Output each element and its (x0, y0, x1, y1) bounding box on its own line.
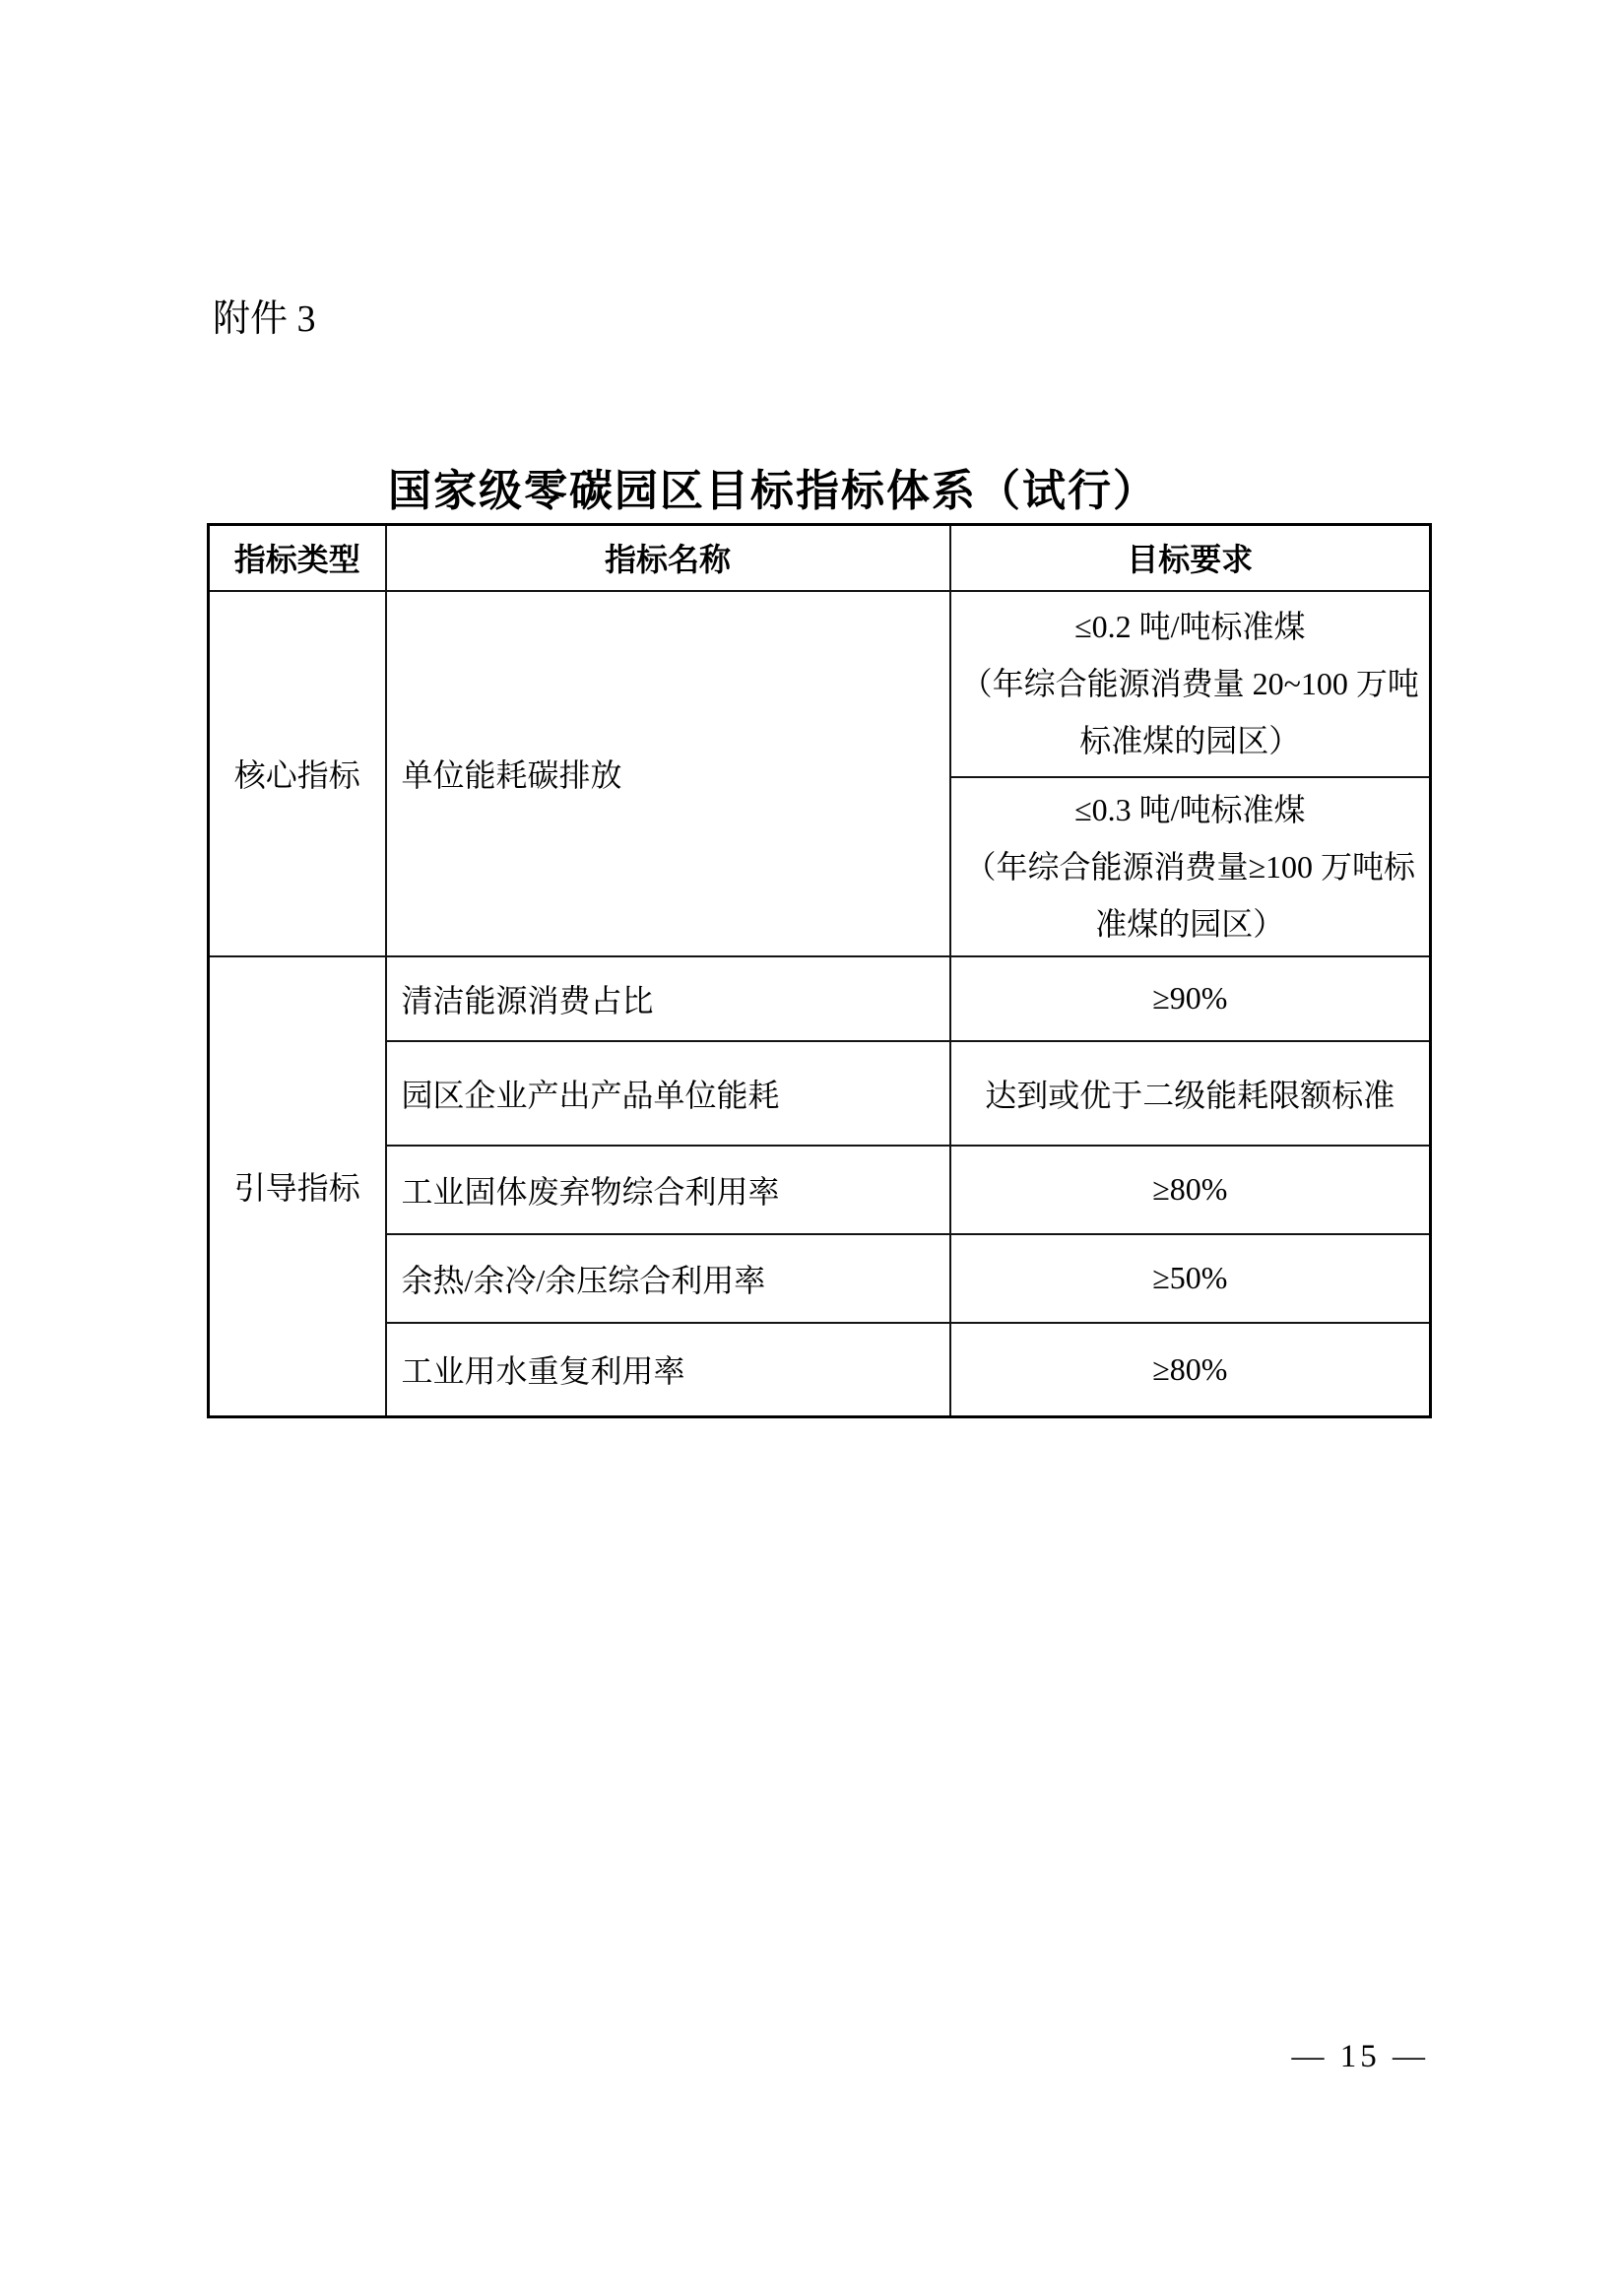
table-row-product-energy (209, 1041, 1431, 1146)
header-target-requirement: 目标要求 (950, 525, 1431, 591)
cell-requirement-solid-waste: ≥80% (950, 1146, 1431, 1234)
page-number: — 15 — (1291, 2039, 1429, 2074)
cell-section-core: 核心指标 (209, 591, 386, 956)
table-row-clean-energy (209, 956, 1431, 1041)
cell-indicator-waste-heat: 余热/余冷/余压综合利用率 (386, 1234, 950, 1323)
cell-indicator-carbon-per-energy: 单位能耗碳排放 (386, 591, 950, 956)
table-row-solid-waste (209, 1146, 1431, 1234)
page-title: 国家级零碳园区目标指标体系（试行） (388, 467, 1158, 515)
cell-requirement-clean-energy: ≥90% (950, 956, 1431, 1041)
indicator-table (207, 523, 1432, 1418)
requirement-line: （年综合能源消费量 20~100 万吨 (960, 666, 1419, 701)
cell-indicator-solid-waste: 工业固体废弃物综合利用率 (386, 1146, 950, 1234)
requirement-line: 标准煤的园区） (1079, 723, 1301, 758)
requirement-line: （年综合能源消费量≥100 万吨标 (964, 848, 1416, 885)
table-header-row (209, 525, 1431, 591)
cell-indicator-product-energy: 园区企业产出产品单位能耗 (386, 1041, 950, 1146)
cell-section-guide: 引导指标 (209, 956, 386, 1417)
requirement-line: ≤0.2 吨/吨标准煤 (1074, 609, 1306, 644)
requirement-line: 准煤的园区） (1095, 905, 1285, 942)
cell-requirement-core-a (950, 591, 1431, 777)
cell-requirement-waste-heat: ≥50% (950, 1234, 1431, 1323)
cell-requirement-water-reuse: ≥80% (950, 1323, 1431, 1417)
cell-requirement-product-energy: 达到或优于二级能耗限额标准 (950, 1041, 1431, 1146)
cell-requirement-core-b (950, 777, 1431, 956)
header-indicator-type: 指标类型 (209, 525, 386, 591)
header-indicator-name: 指标名称 (386, 525, 950, 591)
cell-indicator-water-reuse: 工业用水重复利用率 (386, 1323, 950, 1417)
requirement-line: ≤0.3 吨/吨标准煤 (1074, 791, 1306, 827)
table-row-waste-heat (209, 1234, 1431, 1323)
cell-indicator-clean-energy: 清洁能源消费占比 (386, 956, 950, 1041)
table-row-water-reuse (209, 1323, 1431, 1417)
table-row-core-1 (209, 591, 1431, 777)
attachment-label: 附件 3 (213, 298, 316, 340)
